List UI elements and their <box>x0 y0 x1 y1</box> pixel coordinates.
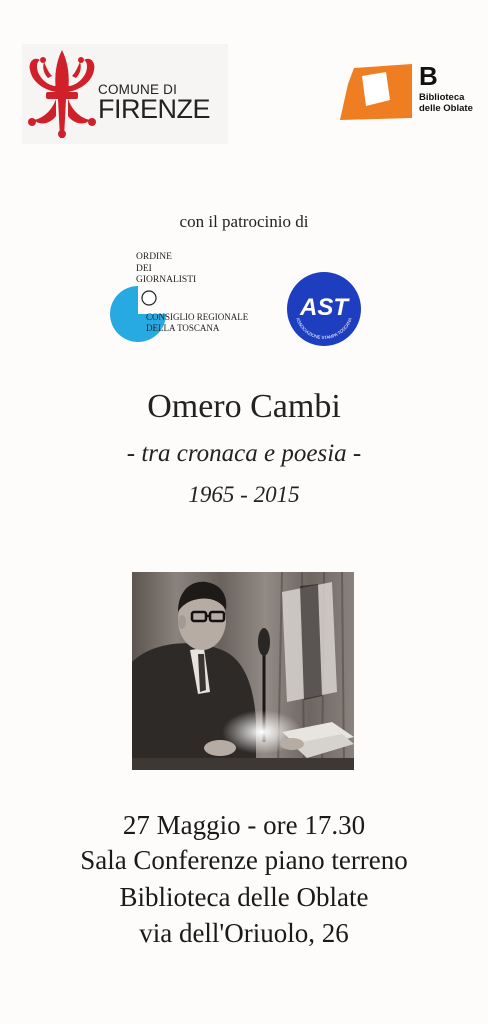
ordine-line4: CONSIGLIO REGIONALE <box>146 312 249 322</box>
ordine-line2: DEI <box>136 263 152 274</box>
event-years: 1965 - 2015 <box>188 482 300 507</box>
firenze-label: FIRENZE <box>98 94 211 124</box>
event-venue: Biblioteca delle Oblate <box>119 882 369 912</box>
portrait-photo <box>132 572 354 770</box>
ast-logo-icon <box>285 270 363 348</box>
comune-di-firenze-logo <box>22 44 228 144</box>
biblioteca-oblate-logo <box>340 61 473 126</box>
ast-ring-text: ASSOCIAZIONE STAMPA TOSCANA <box>295 317 353 341</box>
portrait-illustration <box>132 572 354 770</box>
oblate-b-letter: B <box>419 61 438 91</box>
event-subtitle: - tra cronaca e poesia - <box>126 440 362 467</box>
ordine-giornalisti-logo <box>108 252 268 348</box>
oblate-square-icon <box>340 62 414 120</box>
ordine-line5: DELLA TOSCANA <box>146 323 220 333</box>
event-date-time: 27 Maggio - ore 17.30 <box>122 810 366 840</box>
florentine-lily-icon <box>26 48 98 142</box>
ordine-line1: ORDINE <box>136 252 172 262</box>
oblate-name <box>419 92 479 114</box>
comune-di-label: COMUNE DI <box>98 82 178 97</box>
event-title: Omero Cambi <box>147 388 341 425</box>
ordine-text-bottom <box>146 312 276 334</box>
ordine-line3: GIORNALISTI <box>136 275 197 285</box>
patrocinio-text: con il patrocinio di <box>179 212 309 231</box>
ast-initials: AST <box>300 294 348 321</box>
oblate-name-line1: Biblioteca <box>419 92 465 103</box>
event-room: Sala Conferenze piano terreno <box>80 845 408 875</box>
event-address: via dell'Oriuolo, 26 <box>139 918 349 948</box>
oblate-name-line2: delle Oblate <box>419 103 473 114</box>
